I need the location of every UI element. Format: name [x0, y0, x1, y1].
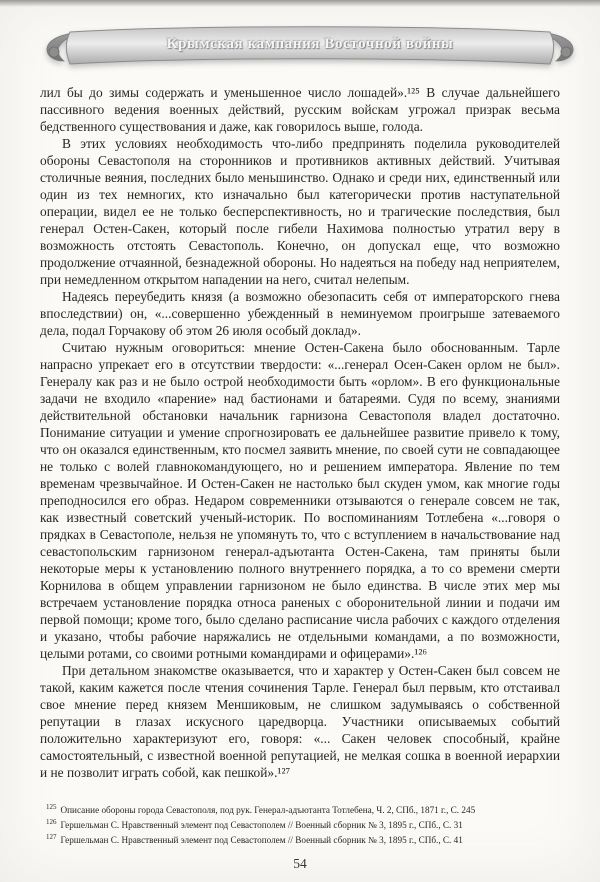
paragraph: Надеясь переубедить князя (а возможно обезопасить себя от императорского гнева впоследствии) он, «...совершенно убежденный в неминуемом проигрыше затеваемого дела, подал Горчакову об этом 26 июля особый доклад».	[40, 289, 560, 338]
page-body	[40, 84, 560, 781]
header-banner	[40, 22, 580, 74]
page-number: 54	[293, 856, 307, 871]
footnote-number: 127	[46, 832, 57, 841]
footnote	[46, 831, 560, 846]
paragraph: лил бы до зимы содержать и уменьшенное число лошадей».¹²⁵ В случае дальнейшего пассивного ведения военных действий, русским войскам угрожал призрак весьма бедственного существования и даже, как говорилось выше, голода.	[40, 85, 560, 134]
paragraph: Считаю нужным оговориться: мнение Остен-Сакена было обоснованным. Тарле напрасно упрекает его в отсутствии твердости: «...генерал Осен-Сакен орлом не был». Генералу как раз и не было острой необходимости быть «орлом». В его функциональные задачи не входило «парение» над бастионами и батареями. Судя по всему, знаниями действительной обстановки начальник гарнизона Севастополя владел достаточно. Понимание ситуации и умение спрогнозировать ее дальнейшее развитие привело к тому, что он оказался единственным, кто посмел заявить мнение, по своей сути не совпадающее не только с волей главнокомандующего, но и решением императора. Явление по тем временам чрезвычайное. И Остен-Сакен не настолько был скуден умом, как многие годы преподносился его образ. Недаром современники отзываются о генерале совсем не так, как известный советский ученый-историк. По воспоминаниям Тотлебена «...говоря о прядках в Севастополе, нельзя не упомянуть то, что с вступлением в начальствование над севастопольским гарнизоном генерал-адъютанта Остен-Сакена, там приняты были некоторые меры к установлению полного внутреннего порядка, а то со времени смерти Корнилова в общем управлении гарнизоном не было единства. В числе этих мер мы встречаем установление порядка относа раненых с оборонительной линии и подачи им первой помощи; кроме того, было сделано расписание числа рабочих с каждого отделения и указано, чтобы рабочие наряжались не отдельными командами, а по возможности, целыми ротами, со своими ротными командирами и офицерами».¹²⁶	[40, 340, 560, 661]
footnotes-block	[40, 797, 560, 850]
footnote	[46, 801, 560, 816]
footnote	[46, 816, 560, 831]
footnote-number: 126	[46, 817, 57, 826]
scan-edge-shadow	[0, 0, 600, 7]
paragraph: В этих условиях необходимость что-либо предпринять поделила руководителей обороны Севастополя на сторонников и противников активных действий. Учитывая столичные веяния, последних было меньшинство. Однако и среди них, единственный или один из тех немногих, кто изначально был категорически против наступательной операции, видел ее не только бесперспективность, но и трагические последствия, был генерал Остен-Сакен, который после гибели Нахимова полностью утратил веру в возможность отстоять Севастополь. Конечно, он допускал еще, что возможно продолжение отчаянной, безнадежной обороны. Но надеяться на победу над неприятелем, при немедленном открытом нападении на него, считал нелепым.	[40, 136, 560, 287]
footnote-text: Гершельман С. Нравственный элемент под Севастополем // Военный сборник № 3, 1895 г., СПб., С. 41	[60, 835, 463, 845]
footnote-number: 125	[46, 802, 57, 811]
footnote-text: Описание обороны города Севастополя, под рук. Генерал-адъютанта Тотлебена, Ч. 2, СПб., 1871 г., С. 245	[60, 804, 476, 815]
footnote-text: Гершельман С. Нравственный элемент под Севастополем // Военный сборник № 3, 1895 г., СПб., С. 31	[60, 819, 463, 830]
chapter-title: Крымская кампания Восточной войны	[166, 36, 454, 52]
paragraph: При детальном знакомстве оказывается, что и характер у Остен-Сакен был совсем не такой, каким кажется после чтения сочинения Тарле. Генерал был первым, кто отстаивал свое мнение перед князем Меншиковым, не слишком задумываясь о собственной репутации в глазах искусного царедворца. Участники описываемых событий положительно характеризуют его, говоря: «... Сакен человек способный, крайне самостоятельный, с известной военной репутацией, не мелкая сошка в военной иерархии и не позволит играть собой, как пешкой».¹²⁷	[40, 663, 560, 780]
